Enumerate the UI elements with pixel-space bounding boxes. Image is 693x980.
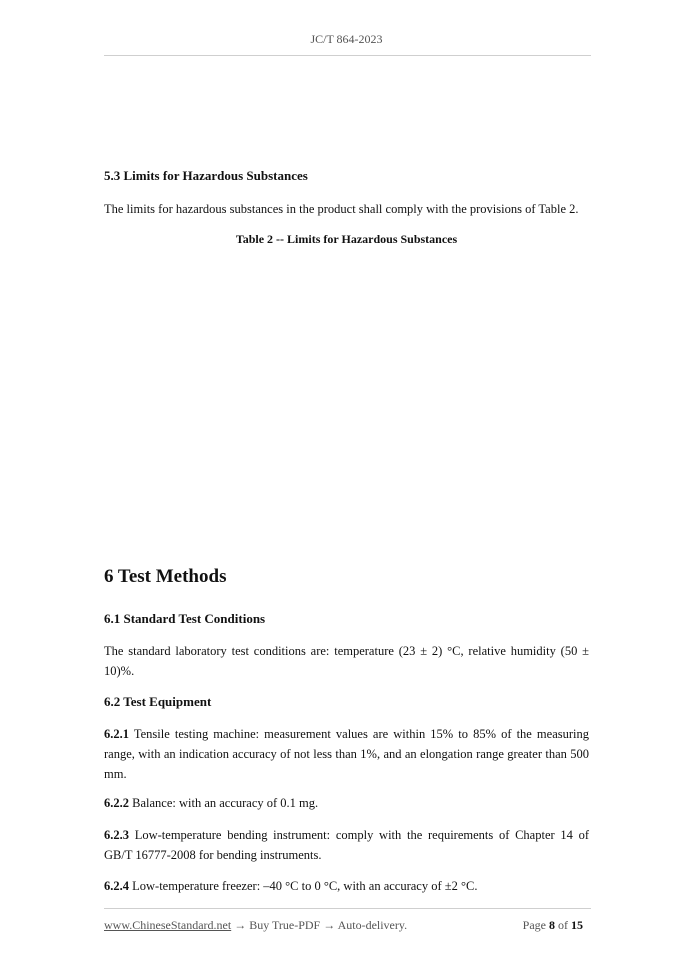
section-5-3-heading: 5.3 Limits for Hazardous Substances [104, 168, 308, 183]
clause-6-2-2 [104, 793, 589, 813]
section-5-3-text: The limits for hazardous substances in the product shall comply with the provisions of Table 2. [104, 202, 579, 216]
footer-divider [104, 908, 591, 909]
document-code: JC/T 864-2023 [310, 32, 383, 46]
section-6-1-heading: 6.1 Standard Test Conditions [104, 611, 266, 626]
table-2-caption: Table 2 -- Limits for Hazardous Substances [235, 232, 458, 246]
site-link[interactable]: www.ChineseStandard.net [104, 918, 232, 932]
header-divider [104, 55, 591, 56]
clause-number: 6.2.4 [104, 879, 129, 893]
page-total: 15 [571, 918, 583, 932]
clause-text: Balance: with an accuracy of 0.1 mg. [129, 796, 319, 810]
section-6-1-text: The standard laboratory test conditions are: temperature (23 ± 2) °C, relative humidity (50 ± 10)%. [104, 644, 589, 678]
clause-text: Low-temperature freezer: –40 °C to 0 °C, with an accuracy of ±2 °C. [129, 879, 478, 893]
clause-number: 6.2.1 [104, 727, 129, 741]
page-label: Page [522, 918, 546, 932]
clause-6-2-3 [104, 825, 589, 865]
clause-6-2-1 [104, 724, 589, 784]
clause-text: Tensile testing machine: measurement values are within 15% to 85% of the measuring range, with an indication accuracy of not less than 1%, and an elongation range greater than 500 mm. [104, 727, 589, 781]
footer-tagline: → Buy True-PDF → Auto-delivery. [231, 918, 408, 932]
section-6-2-heading: 6.2 Test Equipment [104, 694, 212, 709]
clause-6-2-4 [104, 876, 589, 896]
page-number: 8 [549, 918, 555, 932]
clause-text: Low-temperature bending instrument: comply with the requirements of Chapter 14 of GB/T 16777-2008 for bending instruments. [104, 828, 589, 862]
page-indicator [523, 918, 583, 933]
clause-number: 6.2.3 [104, 828, 129, 842]
section-6-heading: 6 Test Methods [104, 566, 227, 587]
footer-left [104, 918, 407, 933]
of-label: of [558, 918, 568, 932]
clause-number: 6.2.2 [104, 796, 129, 810]
